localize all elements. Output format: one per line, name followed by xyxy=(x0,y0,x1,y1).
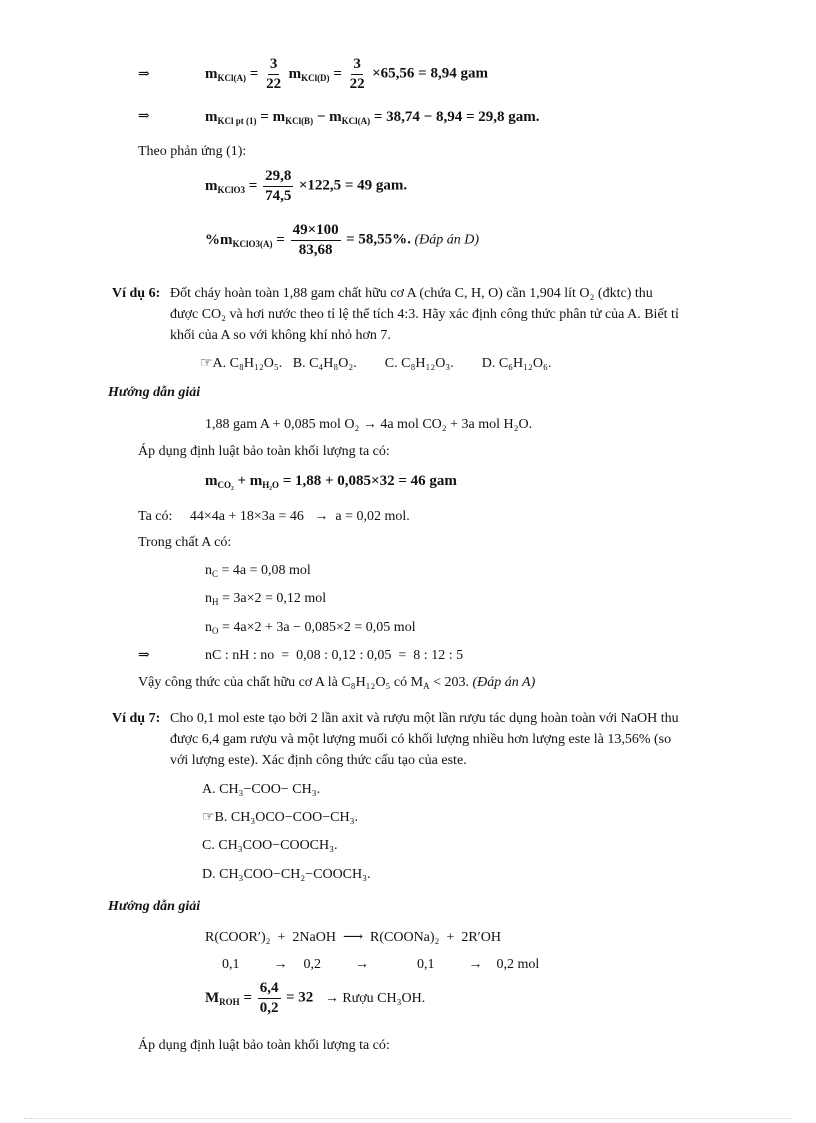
implies-symbol: ⇒ xyxy=(138,67,150,82)
trong-chat-a: Trong chất A có: xyxy=(138,535,232,550)
ta-co-line: Ta có: 44×4a + 18×3a = 46 → a = 0,02 mol. xyxy=(138,509,410,524)
mole-ratio: nC : nH : no = 0,08 : 0,12 : 0,05 = 8 : 12 : 5 xyxy=(205,648,464,663)
n-oxygen: $n_O = 4a\times 2 + 3a - 0,085\times 2 = 0,05$ mol xyxy=(205,620,416,636)
calc-kcl-a: $m_{KCl(A)}$ = $\frac{3}{22}$ $m_{KCl(D)}$ = $\frac{3}{22}$ ×65,56 = 8,94 gam xyxy=(205,56,488,92)
calc-kcl-pt1: $m_{KCl pt (1)} = m_{KCl(B)} - m_{KCl(A)} = 38,74 - 8,94 = 29,8$ gam. xyxy=(205,109,540,126)
mass-conservation-text: Áp dụng định luật bảo toàn khối lượng ta có: xyxy=(138,1038,390,1053)
solution-heading: Hướng dẫn giải xyxy=(108,385,201,400)
example-7-line: Cho 0,1 mol este tạo bởi 2 lần axit và rượu một lần rượu tác dụng hoàn toàn với NaOH thu xyxy=(170,711,679,726)
conclusion-6: Vậy công thức của chất hữu cơ A là C₈H₁₂O₅ có $M_A < 203$. (Đáp án A) xyxy=(138,675,536,691)
example-7-line: được 6,4 gam rượu và một lượng muối có khối lượng nhiều hơn lượng este là 13,56% (so xyxy=(170,732,672,747)
implies-symbol: ⇒ xyxy=(138,109,150,124)
option-b: ☞B. CH₃OCO−COO−CH₃. xyxy=(202,810,358,825)
example-7-label: Ví dụ 7: xyxy=(112,711,161,726)
n-hydrogen: $n_H = 3a\times 2 = 0,12$ mol xyxy=(205,591,327,607)
example-6-options: ☞A. C₈H₁₂O₅. B. C₄H₈O₂. C. C₈H₁₂O₃. D. C₆H₁₂O₆. xyxy=(200,356,552,371)
page-bottom-rule xyxy=(24,1118,792,1119)
example-6-line: khối của A so với không khí nhỏ hơn 7. xyxy=(170,328,391,343)
option-c: C. CH₃COO−COOCH₃. xyxy=(202,838,338,853)
theo-phan-ung: Theo phản ứng (1): xyxy=(138,144,247,159)
example-6-label: Ví dụ 6: xyxy=(112,286,161,301)
solution-heading: Hướng dẫn giải xyxy=(108,899,201,914)
calc-percent-kclo3: $\%m_{KClO3(A)}$ = $\frac{49\times 100}{83,68}$ = 58,55%. (Đáp án D) xyxy=(205,222,479,258)
mole-row: 0,1 → 0,2 → 0,1 → 0,2 mol xyxy=(222,957,540,972)
example-7-line: với lượng este). Xác định công thức cấu tạo của este. xyxy=(170,753,467,768)
molar-mass-roh: $M_{ROH}$ = $\frac{6,4}{0,2}$ = 32 → Rượu CH₃OH. xyxy=(205,980,426,1016)
reaction-7: R(COOR′)₂ + 2NaOH ⟶ R(COONa)₂ + 2R′OH xyxy=(205,930,501,945)
option-a: A. CH₃−COO− CH₃. xyxy=(202,782,321,797)
mass-conservation-text: Áp dụng định luật bảo toàn khối lượng ta có: xyxy=(138,444,390,459)
reaction-6: 1,88 gam A + 0,085 mol O₂ → 4a mol CO₂ + 3a mol H₂O. xyxy=(205,417,533,432)
calc-kclo3: $m_{KClO3}$ = $\frac{29,8}{74,5}$ ×122,5 = 49 gam. xyxy=(205,168,408,204)
n-carbon: $n_C = 4a = 0,08$ mol xyxy=(205,563,311,579)
implies-symbol: ⇒ xyxy=(138,648,150,663)
example-6-line: Đốt cháy hoàn toàn 1,88 gam chất hữu cơ A (chứa C, H, O) cần 1,904 lít O₂ (đktc) thu xyxy=(170,286,653,301)
mass-equation: $m_{CO_2} + m_{H_2O} = 1,88 + 0,085\times 32 = 46$ gam xyxy=(205,473,457,490)
example-6-line: được CO₂ và hơi nước theo tỉ lệ thể tích 4:3. Hãy xác định công thức phân tử của A. Biết tỉ xyxy=(170,307,679,322)
option-d: D. CH₃COO−CH₂−COOCH₃. xyxy=(202,867,371,882)
